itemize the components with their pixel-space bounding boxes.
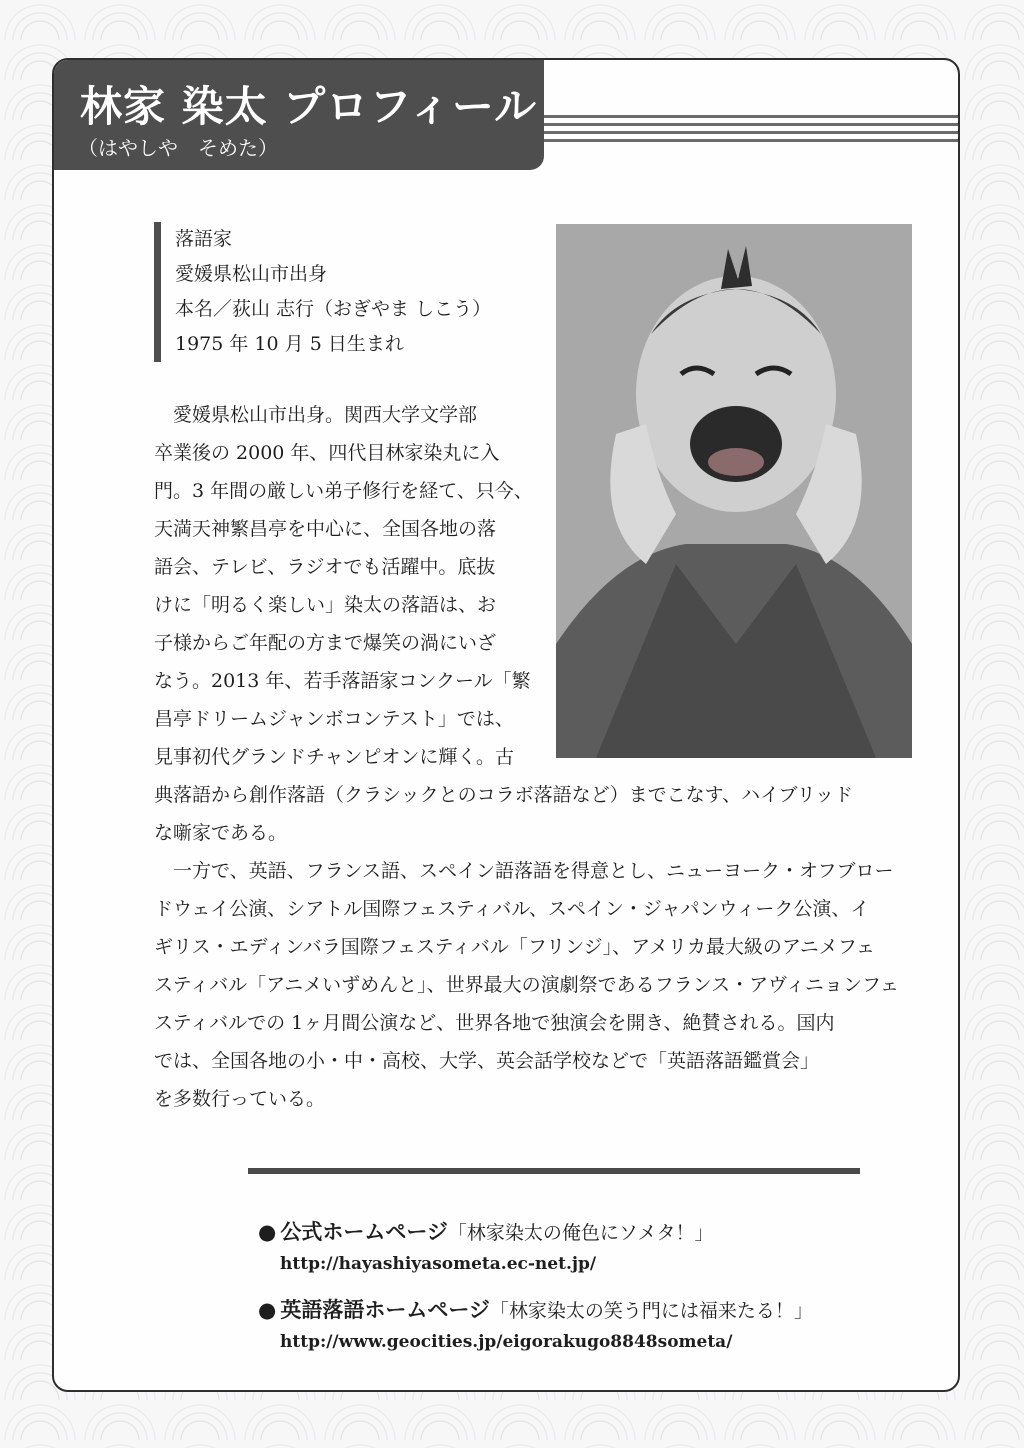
bio-line: なう。2013 年、若手落語家コンクール「繁 [154, 670, 531, 692]
fact-real-name: 本名／荻山 志行（おぎやま しこう） [175, 298, 492, 320]
bio-line: 天満天神繁昌亭を中心に、全国各地の落 [154, 518, 497, 540]
bio-line: けに「明るく楽しい」染太の落語は、お [154, 594, 497, 616]
bio-line: な噺家である。 [154, 822, 288, 844]
english-rakugo-heading [258, 1294, 813, 1324]
bio-line: 典落語から創作落語（クラシックとのコラボ落語など）までこなす、ハイブリッド [154, 784, 854, 806]
link-label: 英語落語ホームページ [280, 1298, 490, 1322]
bio-line: 語会、テレビ、ラジオでも活躍中。底抜 [154, 556, 496, 578]
stripe-line [544, 131, 960, 134]
fact-birthdate: 1975 年 10 月 5 日生まれ [175, 333, 404, 355]
page-title: 林家 染太 プロフィール [80, 82, 538, 131]
profile-facts [154, 222, 491, 362]
bio-line: ギリス・エディンバラ国際フェスティバル「フリンジ」、アメリカ最大級のアニメフェ [154, 936, 875, 958]
link-title: 「林家染太の俺色にソメタ！」 [447, 1222, 714, 1244]
section-divider [248, 1168, 860, 1174]
header-stripes [544, 115, 960, 147]
stripe-line [544, 139, 960, 142]
official-site-link[interactable]: http://hayashiyasometa.ec-net.jp/ [280, 1254, 597, 1274]
fact-occupation: 落語家 [175, 228, 233, 250]
header-banner [54, 60, 544, 170]
biography-wide [154, 776, 899, 1118]
bio-line: 昌亭ドリームジャンボコンテスト」では、 [154, 708, 514, 730]
fact-birthplace: 愛媛県松山市出身 [175, 263, 328, 285]
bio-line: では、全国各地の小・中・高校、大学、英会話学校などで「英語落語鑑賞会」 [154, 1050, 820, 1072]
biography-narrow [154, 396, 533, 776]
link-label: 公式ホームページ [280, 1220, 448, 1244]
bio-line: ドウェイ公演、シアトル国際フェスティバル、スペイン・ジャパンウィーク公演、イ [154, 898, 870, 920]
bullet-icon: ● [258, 1298, 277, 1322]
bio-line: 見事初代グランドチャンピオンに輝く。古 [154, 746, 515, 768]
english-rakugo-link[interactable]: http://www.geocities.jp/eigorakugo8848someta/ [280, 1332, 733, 1352]
bio-line: 一方で、英語、フランス語、スペイン語落語を得意とし、ニューヨーク・オフブロー [154, 860, 894, 882]
bio-line: 子様からご年配の方まで爆笑の渦にいざ [154, 632, 497, 654]
portrait-illustration [556, 224, 912, 758]
name-reading: （はやしや そめた） [78, 136, 278, 160]
bio-line: 門。3 年間の厳しい弟子修行を経て、只今、 [154, 480, 533, 502]
stripe-line [544, 123, 960, 126]
portrait-photo [556, 224, 912, 758]
homepage-links [258, 1216, 813, 1372]
bullet-icon: ● [258, 1220, 277, 1244]
profile-card [52, 58, 960, 1392]
bio-line: 愛媛県松山市出身。関西大学文学部 [154, 404, 478, 426]
link-title: 「林家染太の笑う門には福来たる！」 [489, 1300, 813, 1322]
stripe-line [544, 115, 960, 118]
bio-line: スティバルでの 1ヶ月間公演など、世界各地で独演会を開き、絶賛される。国内 [154, 1012, 835, 1034]
bio-line: スティバル「アニメいずめんと」、世界最大の演劇祭であるフランス・アヴィニョンフェ [154, 974, 899, 996]
bio-line: 卒業後の 2000 年、四代目林家染丸に入 [154, 442, 500, 464]
official-site-heading [258, 1216, 813, 1246]
bio-line: を多数行っている。 [154, 1088, 326, 1110]
